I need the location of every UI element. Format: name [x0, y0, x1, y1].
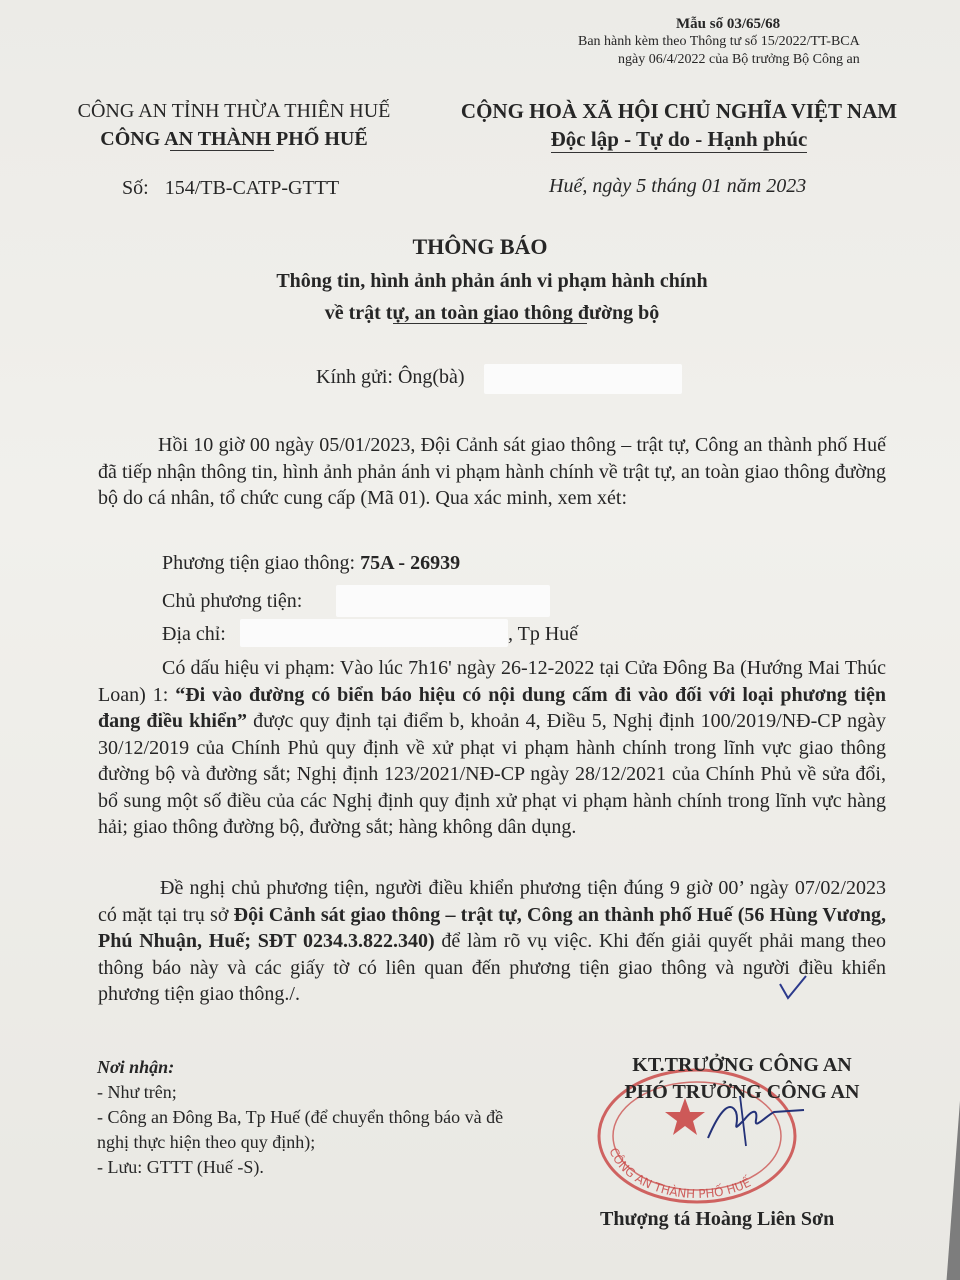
vehicle-label: Phương tiện giao thông:	[162, 552, 356, 574]
issued-by-note	[578, 33, 860, 69]
redacted-recipient-name	[484, 364, 682, 394]
recipient-item: - Lưu: GTTT (Huế -S).	[97, 1157, 264, 1177]
address-suffix: , Tp Huế	[508, 623, 579, 645]
greeting: Kính gửi: Ông(bà)	[316, 366, 465, 388]
agency-underline	[170, 150, 274, 151]
paragraph-intro: Hồi 10 giờ 00 ngày 05/01/2023, Đội Cảnh sát giao thông – trật tự, Công an thành phố Huế đã tiếp nhận thông tin, hình ảnh phản ánh vi phạm hành chính về trật tự, an toàn giao thông đường bộ do cá nhân, tổ chức cung cấp (Mã 01). Qua xác minh, xem xét:	[98, 434, 886, 509]
form-number: Mẫu số 03/65/68	[676, 16, 781, 32]
recipients-block	[97, 1055, 527, 1180]
request-office: Đội Cảnh sát giao thông – trật tự, Công an thành phố Huế (56 Hùng Vương, Phú Nhuận, Huế; SĐT 0234.3.822.340)	[98, 903, 886, 952]
document-subtitle	[0, 265, 960, 329]
subtitle-line-2: về trật tự, an toàn giao thông đường bộ	[324, 302, 660, 324]
paragraph-violation	[98, 655, 886, 841]
recipient-item: - Công an Đông Ba, Tp Huế (để chuyển thông báo và đề nghị thực hiện theo quy định);	[97, 1107, 504, 1152]
agency-header	[56, 97, 412, 153]
paragraph-request	[98, 875, 886, 1008]
agency-line-2: CÔNG AN THÀNH PHỐ HUẾ	[100, 128, 368, 150]
violation-legal-basis: được quy định tại điểm b, khoản 4, Điều 5, Nghị định 100/2019/NĐ-CP ngày 30/12/2019 của Chính Phủ quy định về xử phạt vi phạm hành chính trong lĩnh vực giao thông đường bộ và đường sắt; Nghị định 123/2021/NĐ-CP ngày 28/12/2021 của Chính Phủ về sửa đổi, bổ sung một số điều của các Nghị định quy định xử phạt vi phạm hành chính trong lĩnh vực hàng hải; giao thông đường bộ, đường sắt; hàng không dân dụng.	[98, 710, 886, 838]
issued-line-1: Ban hành kèm theo Thông tư số 15/2022/TT-BCA	[578, 34, 860, 49]
violation-description: “Đi vào đường có biển báo hiệu có nội dung cấm đi vào đối với loại phương tiện đang điều khiển”	[98, 683, 886, 732]
nation-name: CỘNG HOÀ XÃ HỘI CHỦ NGHĨA VIỆT NAM	[460, 99, 898, 123]
issued-line-2: ngày 06/4/2022 của Bộ trưởng Bộ Công an	[618, 52, 860, 67]
address-label: Địa chỉ:	[162, 623, 226, 645]
signatory-title-1: KT.TRƯỞNG CÔNG AN	[632, 1054, 852, 1076]
owner-line	[162, 590, 302, 613]
document-number	[122, 177, 339, 200]
end-mark-icon	[776, 972, 810, 1002]
signatory-block	[596, 1052, 888, 1106]
violation-intro: Có dấu hiệu vi phạm: Vào lúc 7h16' ngày 26-12-2022 tại Cửa Đông Ba (Hướng Mai Thúc Loan) 1:	[98, 657, 886, 706]
redacted-owner-name	[336, 585, 550, 617]
document-number-label: Số:	[122, 177, 149, 199]
owner-label: Chủ phương tiện:	[162, 590, 303, 612]
svg-text:CÔNG AN THÀNH PHỐ HUẾ	[606, 1146, 753, 1201]
date-place: Huế, ngày 5 tháng 01 năm 2023	[549, 175, 807, 197]
vehicle-plate: 75A - 26939	[360, 552, 461, 574]
request-details: để làm rõ vụ việc. Khi đến giải quyết phải mang theo thông báo này và các giấy tờ có liên quan đến phương tiện giao thông và người điều khiển phương tiện giao thông./.	[98, 930, 886, 1005]
vehicle-line	[162, 552, 460, 575]
document-title: THÔNG BÁO	[412, 234, 548, 259]
recipient-item: - Như trên;	[97, 1082, 177, 1102]
subtitle-underline	[393, 323, 587, 324]
signatory-title-2: PHÓ TRƯỞNG CÔNG AN	[624, 1081, 860, 1103]
document-number-value: 154/TB-CATP-GTTT	[164, 177, 340, 199]
nation-motto: Độc lập - Tự do - Hạnh phúc	[550, 127, 808, 151]
request-intro: Đề nghị chủ phương tiện, người điều khiển phương tiện đúng 9 giờ 00’ ngày 07/02/2023 có mặt tại trụ sở	[98, 877, 886, 926]
redacted-address	[240, 619, 508, 647]
address-line	[162, 623, 226, 646]
stamp-text: CÔNG AN THÀNH PHỐ HUẾ	[606, 1145, 754, 1202]
recipients-heading: Nơi nhận:	[97, 1057, 175, 1077]
signatory-name: Thượng tá Hoàng Liên Sơn	[600, 1208, 835, 1230]
agency-line-1: CÔNG AN TỈNH THỪA THIÊN HUẾ	[77, 100, 391, 122]
national-header	[446, 97, 912, 153]
subtitle-line-1: Thông tin, hình ảnh phản ánh vi phạm hành chính	[276, 270, 708, 292]
